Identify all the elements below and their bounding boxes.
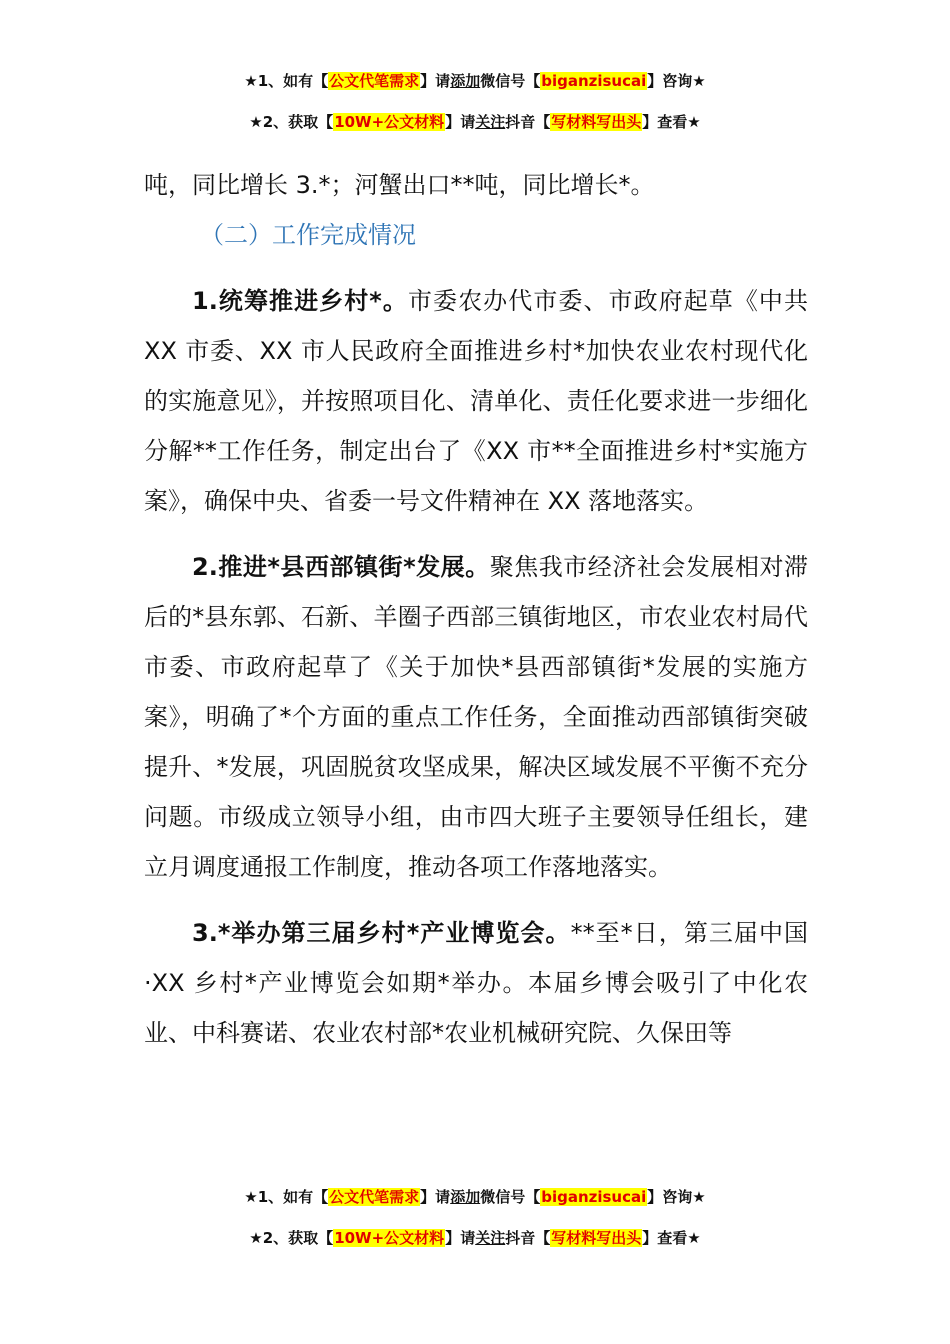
highlight-ghostwriting: 公文代笔需求 bbox=[329, 1188, 420, 1206]
bottom-banner-line-1: ★1、如有【公文代笔需求】请添加微信号【biganzisucai】咨询★ bbox=[244, 1188, 706, 1206]
section-heading: （二）工作完成情况 bbox=[200, 221, 416, 249]
item-paragraph-3 bbox=[144, 908, 808, 1058]
item-lead-1: 1.统筹推进乡村*。 bbox=[192, 287, 408, 315]
highlight-materials: 10W+公文材料 bbox=[334, 113, 445, 131]
highlight-wechat-id: biganzisucai bbox=[541, 72, 647, 90]
top-banner-line-1: ★1、如有【公文代笔需求】请添加微信号【biganzisucai】咨询★ bbox=[244, 72, 706, 90]
highlight-ghostwriting: 公文代笔需求 bbox=[329, 72, 420, 90]
bottom-banner-line-2: ★2、获取【10W+公文材料】请关注抖音【写材料写出头】查看★ bbox=[249, 1229, 701, 1247]
highlight-douyin: 写材料写出头 bbox=[551, 113, 642, 131]
item-text-2: 聚焦我市经济社会发展相对滞后的*县东郭、石新、羊圈子西部三镇街地区，市农业农村局代市委、市政府起草了《关于加快*县西部镇街*发展的实施方案》，明确了*个方面的重点工作任务，全面推动西部镇街突破提升、*发展，巩固脱贫攻坚成果，解决区域发展不平衡不充分问题。市级成立领导小组，由市四大班子主要领导任组长，建立月调度通报工作制度，推动各项工作落地落实。 bbox=[144, 553, 808, 881]
document-body bbox=[144, 160, 808, 1058]
item-paragraph-2 bbox=[144, 542, 808, 892]
item-text-1: 市委农办代市委、市政府起草《中共 XX 市委、XX 市人民政府全面推进乡村*加快农业农村现代化的实施意见》，并按照项目化、清单化、责任化要求进一步细化分解**工作任务，制定出台了《XX 市**全面推进乡村*实施方案》，确保中央、省委一号文件精神在 XX 落地落实。 bbox=[144, 287, 808, 515]
highlight-wechat-id: biganzisucai bbox=[541, 1188, 647, 1206]
item-text-3: **至*日，第三届中国·XX 乡村*产业博览会如期*举办。本届乡博会吸引了中化农业、中科赛诺、农业农村部*农业机械研究院、久保田等 bbox=[144, 919, 808, 1047]
highlight-douyin: 写材料写出头 bbox=[551, 1229, 642, 1247]
highlight-materials: 10W+公文材料 bbox=[334, 1229, 445, 1247]
item-lead-2: 2.推进*县西部镇街*发展。 bbox=[192, 553, 490, 581]
intro-paragraph: 吨，同比增长 3.*；河蟹出口**吨，同比增长*。 bbox=[144, 171, 655, 199]
item-paragraph-1 bbox=[144, 276, 808, 526]
item-lead-3: 3.*举办第三届乡村*产业博览会。 bbox=[192, 919, 571, 947]
top-banner-line-2: ★2、获取【10W+公文材料】请关注抖音【写材料写出头】查看★ bbox=[249, 113, 701, 131]
